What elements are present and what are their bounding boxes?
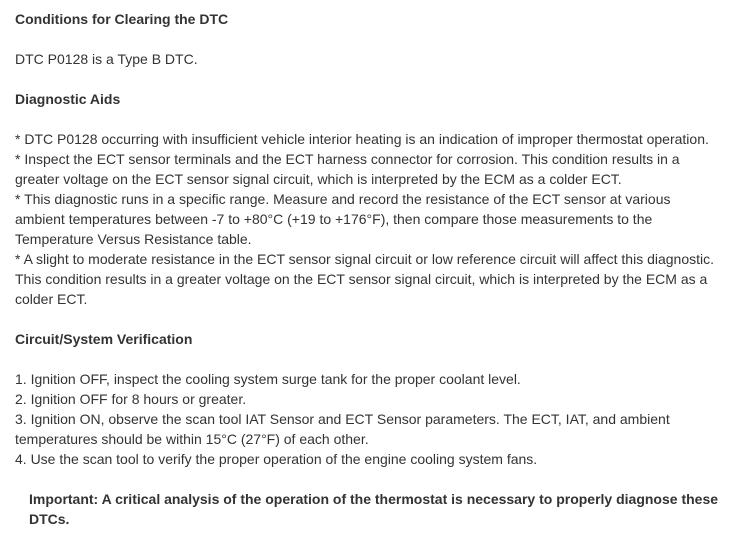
spacer	[15, 69, 723, 89]
spacer	[15, 109, 723, 129]
aid-bullet-2: * Inspect the ECT sensor terminals and the ECT harness connector for corrosion. This condition results in a greater voltage on the ECT sensor signal circuit, which is interpreted by the ECM as a colder ECT.	[15, 151, 680, 187]
spacer	[15, 309, 723, 329]
verification-heading: Circuit/System Verification	[15, 331, 193, 347]
verification-step-1: 1. Ignition OFF, inspect the cooling system surge tank for the proper coolant level.	[15, 371, 521, 387]
verification-step-4: 4. Use the scan tool to verify the proper operation of the engine cooling system fans.	[15, 451, 538, 467]
clearing-text: DTC P0128 is a Type B DTC.	[15, 51, 198, 67]
clearing-heading: Conditions for Clearing the DTC	[15, 11, 229, 27]
aid-bullet-3: * This diagnostic runs in a specific range. Measure and record the resistance of the ECT sensor at various ambient temperatures between -7 to +80°C (+19 to +176°F), then compare those measurements to the Temperature Versus Resistance table.	[15, 191, 671, 247]
diagnostic-aids-heading: Diagnostic Aids	[15, 91, 121, 107]
verification-step-3: 3. Ignition ON, observe the scan tool IAT Sensor and ECT Sensor parameters. The ECT, IAT, and ambient temperatures should be within 15°C (27°F) of each other.	[15, 411, 670, 447]
verification-step-2: 2. Ignition OFF for 8 hours or greater.	[15, 391, 247, 407]
aid-bullet-1: * DTC P0128 occurring with insufficient vehicle interior heating is an indication of improper thermostat operation.	[15, 131, 709, 147]
important-note: Important: A critical analysis of the operation of the thermostat is necessary to properly diagnose these DTCs.	[29, 491, 719, 527]
aid-bullet-4: * A slight to moderate resistance in the ECT sensor signal circuit or low reference circuit will affect this diagnostic. This condition results in a greater voltage on the ECT sensor signal circuit, which is interpreted by the ECM as a colder ECT.	[15, 251, 715, 307]
spacer	[15, 469, 723, 489]
spacer	[15, 29, 723, 49]
spacer	[15, 349, 723, 369]
